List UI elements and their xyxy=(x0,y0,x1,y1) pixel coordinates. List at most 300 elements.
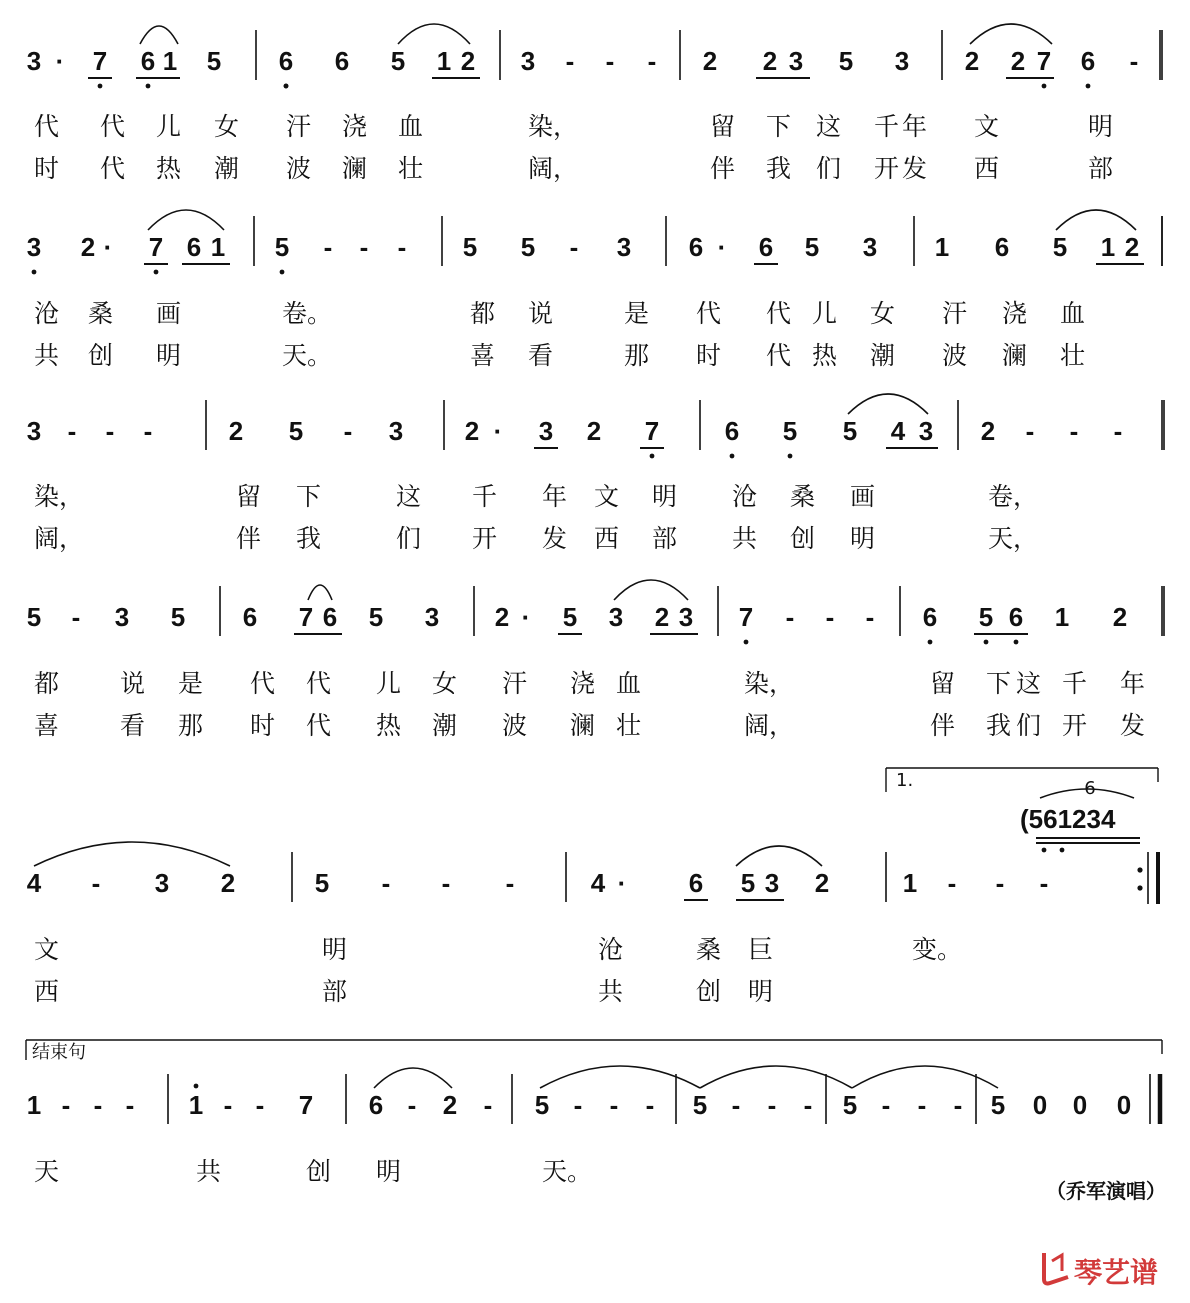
lyric-verse-2: 那 xyxy=(624,341,650,370)
lyric-verse-2: 明 xyxy=(850,524,876,553)
note: 7 xyxy=(738,602,754,632)
extension-dash: - xyxy=(1069,416,1079,446)
lyric-verse-1: 染， xyxy=(528,112,579,141)
note: 3 xyxy=(894,46,910,76)
lyric-verse-1: 这 xyxy=(396,482,422,511)
extension-dash: - xyxy=(647,46,657,76)
lyric-verse-1: 桑 xyxy=(790,482,816,511)
coda-label: 结束句 xyxy=(32,1042,86,1063)
lyric-verse-2: 明 xyxy=(748,977,774,1006)
lyric-verse-2: 伴 xyxy=(930,711,956,740)
extension-dash: - xyxy=(825,602,835,632)
note: 5 xyxy=(206,46,222,76)
note: 3 xyxy=(26,46,42,76)
lyric-verse-1: 千 xyxy=(1062,669,1088,698)
low-octave-dot xyxy=(788,454,793,459)
lyric-verse-2: 喜 xyxy=(34,711,60,740)
low-octave-dot xyxy=(146,84,151,89)
watermark-text: 琴艺谱 xyxy=(1074,1256,1159,1289)
lyric-verse-2: 代 xyxy=(100,154,126,183)
note: 5 xyxy=(978,602,994,632)
note: 1 xyxy=(162,46,178,76)
note: 0 xyxy=(1032,1090,1048,1120)
note: 2 xyxy=(460,46,476,76)
note: 3 xyxy=(388,416,404,446)
slur-76 xyxy=(308,585,332,600)
lyric-verse-2: 们 xyxy=(1016,711,1042,740)
note: 6 xyxy=(334,46,350,76)
lyric-verse-2: 西 xyxy=(974,154,1000,183)
lyric-verse-1: 都 xyxy=(34,669,60,698)
tuplet-number: 6 xyxy=(1084,778,1096,799)
lyric-verse-2: 创 xyxy=(696,977,722,1006)
lyric-verse-2: 壮 xyxy=(1060,341,1086,370)
note: 2 xyxy=(1112,602,1128,632)
note: 5 xyxy=(170,602,186,632)
note: 6 xyxy=(922,602,938,632)
lyric-verse-1: 下 xyxy=(766,112,792,141)
lyric-verse-1: 明 xyxy=(652,482,678,511)
lyric-verse-2: 部 xyxy=(322,977,348,1006)
lyric-verse-2: 壮 xyxy=(398,154,424,183)
note: 3 xyxy=(918,416,934,446)
lyric-verse-2: 我 xyxy=(986,711,1012,740)
lyric-verse-1: 下 xyxy=(986,669,1012,698)
note: 5 xyxy=(520,232,536,262)
note: 4 xyxy=(890,416,906,446)
lyric-verse-2: 天， xyxy=(988,524,1039,553)
note: 6 xyxy=(1008,602,1024,632)
note: 6 xyxy=(1080,46,1096,76)
lyric-verse-2: 我 xyxy=(766,154,792,183)
lyric-verse-1: 儿 xyxy=(376,669,402,698)
lyric-verse-1: 变。 xyxy=(912,935,963,964)
lyric-verse-1: 千 xyxy=(472,482,498,511)
extension-dash: - xyxy=(397,232,407,262)
extension-dash: - xyxy=(1129,46,1139,76)
low-octave-dot xyxy=(984,640,989,645)
lyric-verse-2: 潮 xyxy=(214,154,240,183)
note: 5 xyxy=(740,868,756,898)
note: 1 xyxy=(210,232,226,262)
lyric-verse-1: 说 xyxy=(528,299,554,328)
lyric-verse-1: 天 xyxy=(34,1157,60,1186)
extension-dash: - xyxy=(573,1090,583,1120)
repeat-dot xyxy=(1137,885,1142,890)
low-octave-dot xyxy=(154,270,159,275)
lyric-verse-1: 文 xyxy=(34,935,60,964)
note: 7 xyxy=(298,602,314,632)
note: 2 xyxy=(464,416,480,446)
lyric-verse-2: 波 xyxy=(286,154,312,183)
slur-532 xyxy=(736,846,822,866)
extension-dash: - xyxy=(947,868,957,898)
lyric-verse-1: 是 xyxy=(178,669,204,698)
performer-credit: （乔军演唱） xyxy=(1046,1179,1166,1203)
note: 7 xyxy=(148,232,164,262)
note: 0 xyxy=(1072,1090,1088,1120)
note: 5 xyxy=(462,232,478,262)
extension-dash: - xyxy=(255,1090,265,1120)
lyric-verse-2: 喜 xyxy=(470,341,496,370)
note: 5 xyxy=(804,232,820,262)
note: 5 xyxy=(842,1090,858,1120)
lyric-verse-2: 创 xyxy=(88,341,114,370)
note: 6 xyxy=(368,1090,384,1120)
note: 6 xyxy=(688,232,704,262)
lyric-verse-2: 澜 xyxy=(342,154,368,183)
note: 5 xyxy=(390,46,406,76)
lyric-verse-1: 明 xyxy=(376,1157,402,1186)
lyric-verse-2: 共 xyxy=(598,977,624,1006)
augmentation-dot: · xyxy=(55,46,65,76)
note: 6 xyxy=(322,602,338,632)
lyric-verse-2: 看 xyxy=(528,341,554,370)
lyric-verse-1: 都 xyxy=(470,299,496,328)
lyric-verse-1: 留 xyxy=(236,482,262,511)
note: 5 xyxy=(26,602,42,632)
lyric-verse-1: 沧 xyxy=(598,935,624,964)
lyric-verse-1: 桑 xyxy=(88,299,114,328)
extension-dash: - xyxy=(1113,416,1123,446)
note: 5 xyxy=(842,416,858,446)
extension-dash: - xyxy=(785,602,795,632)
lyric-verse-2: 阔， xyxy=(744,711,795,740)
lyric-verse-2: 阔， xyxy=(528,154,579,183)
lyric-verse-1: 千 xyxy=(874,112,900,141)
lyric-verse-2: 发 xyxy=(902,154,928,183)
slur-5b xyxy=(700,1066,852,1088)
low-octave-dot xyxy=(32,270,37,275)
lyric-verse-2: 热 xyxy=(376,711,402,740)
lyric-verse-2: 波 xyxy=(942,341,968,370)
extension-dash: - xyxy=(803,1090,813,1120)
lyric-verse-1: 画 xyxy=(156,299,182,328)
slur-6-2 xyxy=(374,1068,452,1088)
extension-dash: - xyxy=(569,232,579,262)
lyric-verse-2: 伴 xyxy=(710,154,736,183)
note: 1 xyxy=(26,1090,42,1120)
note: 5 xyxy=(368,602,384,632)
lyric-verse-1: 留 xyxy=(710,112,736,141)
low-octave-dot xyxy=(284,84,289,89)
lyric-verse-1: 染， xyxy=(34,482,85,511)
note: 6 xyxy=(242,602,258,632)
lyric-verse-1: 巨 xyxy=(748,935,774,964)
lyric-verse-1: 共 xyxy=(196,1157,222,1186)
note: 2 xyxy=(1010,46,1026,76)
note: 6 xyxy=(688,868,704,898)
extension-dash: - xyxy=(953,1090,963,1120)
lyric-verse-2: 看 xyxy=(120,711,146,740)
note: 3 xyxy=(538,416,554,446)
note: 2 xyxy=(702,46,718,76)
lyric-verse-1: 代 xyxy=(34,112,60,141)
slur-4-32 xyxy=(34,842,230,866)
low-octave-dot xyxy=(1060,848,1065,853)
note: 1 xyxy=(436,46,452,76)
low-octave-dot xyxy=(730,454,735,459)
extension-dash: - xyxy=(143,416,153,446)
extension-dash: - xyxy=(1025,416,1035,446)
low-octave-dot xyxy=(1014,640,1019,645)
lyric-verse-1: 这 xyxy=(816,112,842,141)
lyric-verse-1: 卷。 xyxy=(282,299,333,328)
lyric-verse-2: 我 xyxy=(296,524,322,553)
note: 6 xyxy=(278,46,294,76)
slur-761 xyxy=(148,210,224,230)
lyric-verse-1: 说 xyxy=(120,669,146,698)
extension-dash: - xyxy=(865,602,875,632)
note: 3 xyxy=(608,602,624,632)
lyric-verse-2: 们 xyxy=(816,154,842,183)
augmentation-dot: · xyxy=(617,868,627,898)
extension-dash: - xyxy=(995,868,1005,898)
lyric-verse-1: 明 xyxy=(322,935,348,964)
note: 3 xyxy=(678,602,694,632)
lyric-verse-2: 创 xyxy=(790,524,816,553)
lyric-verse-2: 伴 xyxy=(236,524,262,553)
lyric-verse-1: 下 xyxy=(296,482,322,511)
low-octave-dot xyxy=(650,454,655,459)
extension-dash: - xyxy=(359,232,369,262)
lyric-verse-2: 波 xyxy=(502,711,528,740)
lyric-verse-2: 时 xyxy=(696,341,722,370)
slur-512 xyxy=(398,24,470,44)
watermark-logo xyxy=(1038,1249,1173,1289)
extension-dash: - xyxy=(61,1090,71,1120)
lyric-verse-1: 染， xyxy=(744,669,795,698)
barlines-and-slurs xyxy=(26,24,1164,1124)
note: 1 xyxy=(1054,602,1070,632)
note: 5 xyxy=(692,1090,708,1120)
music-logo-icon xyxy=(1038,1249,1076,1289)
note: 6 xyxy=(758,232,774,262)
lyric-verse-2: 开 xyxy=(472,524,498,553)
grace-tuplet-notes: (561234 xyxy=(1020,804,1116,834)
lyric-verse-1: 女 xyxy=(214,112,240,141)
low-octave-dot xyxy=(1042,848,1047,853)
lyric-verse-2: 时 xyxy=(250,711,276,740)
lyric-verse-2: 部 xyxy=(1088,154,1114,183)
extension-dash: - xyxy=(407,1090,417,1120)
lyric-verse-2: 部 xyxy=(652,524,678,553)
lyric-verse-2: 开 xyxy=(1062,711,1088,740)
lyric-verse-1: 汗 xyxy=(942,299,968,328)
note: 5 xyxy=(990,1090,1006,1120)
lyric-verse-2: 开 xyxy=(874,154,900,183)
high-octave-dot xyxy=(194,1084,199,1089)
volta-number: 1. xyxy=(896,770,914,791)
note: 2 xyxy=(762,46,778,76)
note: 2 xyxy=(980,416,996,446)
lyric-verse-1: 留 xyxy=(930,669,956,698)
repeat-dot xyxy=(1137,867,1142,872)
note: 5 xyxy=(562,602,578,632)
note: 4 xyxy=(590,868,606,898)
lyric-verse-1: 女 xyxy=(432,669,458,698)
note: 0 xyxy=(1116,1090,1132,1120)
note: 3 xyxy=(788,46,804,76)
extension-dash: - xyxy=(223,1090,233,1120)
note: 2 xyxy=(964,46,980,76)
note: 2 xyxy=(220,868,236,898)
extension-dash: - xyxy=(483,1090,493,1120)
lyric-verse-1: 画 xyxy=(850,482,876,511)
slur-543 xyxy=(848,394,928,414)
lyric-verse-2: 潮 xyxy=(432,711,458,740)
note: 5 xyxy=(274,232,290,262)
lyric-verse-1: 血 xyxy=(1060,299,1086,328)
low-octave-dot xyxy=(1042,84,1047,89)
note: 6 xyxy=(724,416,740,446)
note: 5 xyxy=(314,868,330,898)
lyric-verse-2: 代 xyxy=(306,711,332,740)
extension-dash: - xyxy=(609,1090,619,1120)
note: 3 xyxy=(424,602,440,632)
note: 5 xyxy=(838,46,854,76)
note: 2 xyxy=(228,416,244,446)
extension-dash: - xyxy=(881,1090,891,1120)
lyric-verse-1: 这 xyxy=(1016,669,1042,698)
note: 5 xyxy=(534,1090,550,1120)
extension-dash: - xyxy=(71,602,81,632)
lyric-verse-1: 血 xyxy=(398,112,424,141)
slur-61 xyxy=(140,26,178,44)
note: 3 xyxy=(616,232,632,262)
extension-dash: - xyxy=(767,1090,777,1120)
extension-dash: - xyxy=(125,1090,135,1120)
lyric-verse-1: 儿 xyxy=(156,112,182,141)
extension-dash: - xyxy=(441,868,451,898)
lyric-verse-1: 汗 xyxy=(502,669,528,698)
note: 1 xyxy=(902,868,918,898)
lyric-verse-2: 时 xyxy=(34,154,60,183)
extension-dash: - xyxy=(91,868,101,898)
low-octave-dot xyxy=(744,640,749,645)
extension-dash: - xyxy=(381,868,391,898)
note: 7 xyxy=(298,1090,314,1120)
note: 3 xyxy=(764,868,780,898)
lyric-verse-2: 明 xyxy=(156,341,182,370)
note: 6 xyxy=(994,232,1010,262)
lyric-verse-2: 发 xyxy=(542,524,568,553)
lyric-verse-2: 共 xyxy=(34,341,60,370)
note: 3 xyxy=(26,232,42,262)
note: 3 xyxy=(154,868,170,898)
lyric-verse-1: 浇 xyxy=(1002,299,1028,328)
lyric-verse-1: 代 xyxy=(100,112,126,141)
extension-dash: - xyxy=(67,416,77,446)
lyric-verse-1: 天。 xyxy=(542,1157,593,1186)
note: 7 xyxy=(1036,46,1052,76)
lyric-verse-1: 沧 xyxy=(34,299,60,328)
note: 2 xyxy=(80,232,96,262)
lyric-verse-1: 明 xyxy=(1088,112,1114,141)
extension-dash: - xyxy=(105,416,115,446)
note: 7 xyxy=(644,416,660,446)
note: 5 xyxy=(782,416,798,446)
note: 2 xyxy=(494,602,510,632)
extension-dash: - xyxy=(343,416,353,446)
lyric-verse-2: 发 xyxy=(1120,711,1146,740)
lyric-verse-1: 是 xyxy=(624,299,650,328)
note: 5 xyxy=(288,416,304,446)
lyric-verse-2: 澜 xyxy=(1002,341,1028,370)
lyric-verse-1: 血 xyxy=(616,669,642,698)
note: 3 xyxy=(26,416,42,446)
extension-dash: - xyxy=(505,868,515,898)
lyric-verse-2: 热 xyxy=(812,341,838,370)
extension-dash: - xyxy=(731,1090,741,1120)
note: 7 xyxy=(92,46,108,76)
lyric-verse-2: 西 xyxy=(594,524,620,553)
note: 1 xyxy=(188,1090,204,1120)
note: 1 xyxy=(1100,232,1116,262)
lyric-verse-2: 那 xyxy=(178,711,204,740)
lyric-verse-2: 西 xyxy=(34,977,60,1006)
slur-512 xyxy=(1056,210,1136,230)
note: 5 xyxy=(1052,232,1068,262)
lyric-verse-1: 儿 xyxy=(812,299,838,328)
lyric-verse-1: 年 xyxy=(902,112,928,141)
note: 2 xyxy=(654,602,670,632)
lyric-verse-1: 文 xyxy=(974,112,1000,141)
note: 2 xyxy=(586,416,602,446)
augmentation-dot: · xyxy=(521,602,531,632)
lyric-verse-1: 女 xyxy=(870,299,896,328)
extension-dash: - xyxy=(645,1090,655,1120)
note: 2 xyxy=(442,1090,458,1120)
lyric-verse-1: 代 xyxy=(306,669,332,698)
extension-dash: - xyxy=(917,1090,927,1120)
augmentation-dot: · xyxy=(103,232,113,262)
extension-dash: - xyxy=(93,1090,103,1120)
lyric-verse-2: 潮 xyxy=(870,341,896,370)
lyric-verse-1: 桑 xyxy=(696,935,722,964)
lyric-verse-1: 代 xyxy=(250,669,276,698)
lyric-verse-2: 壮 xyxy=(616,711,642,740)
extension-dash: - xyxy=(605,46,615,76)
note: 3 xyxy=(520,46,536,76)
note: 3 xyxy=(862,232,878,262)
lyric-verse-2: 们 xyxy=(396,524,422,553)
lyric-verse-1: 汗 xyxy=(286,112,312,141)
lyric-verse-1: 浇 xyxy=(570,669,596,698)
lyric-verse-2: 澜 xyxy=(570,711,596,740)
lyric-verse-1: 创 xyxy=(306,1157,332,1186)
note: 6 xyxy=(186,232,202,262)
slur-323 xyxy=(614,580,688,600)
lyric-verse-2: 热 xyxy=(156,154,182,183)
augmentation-dot: · xyxy=(717,232,727,262)
lyric-verse-1: 浇 xyxy=(342,112,368,141)
lyric-verse-2: 共 xyxy=(732,524,758,553)
lyric-verse-1: 年 xyxy=(542,482,568,511)
note: 1 xyxy=(934,232,950,262)
low-octave-dot xyxy=(280,270,285,275)
lyric-verse-1: 代 xyxy=(696,299,722,328)
slur-227 xyxy=(970,24,1052,44)
lyric-verse-1: 文 xyxy=(594,482,620,511)
low-octave-dot xyxy=(98,84,103,89)
low-octave-dot xyxy=(928,640,933,645)
note: 3 xyxy=(114,602,130,632)
lyric-verse-1: 沧 xyxy=(732,482,758,511)
lyric-verse-1: 卷， xyxy=(988,482,1039,511)
note: 2 xyxy=(814,868,830,898)
note: 4 xyxy=(26,868,42,898)
